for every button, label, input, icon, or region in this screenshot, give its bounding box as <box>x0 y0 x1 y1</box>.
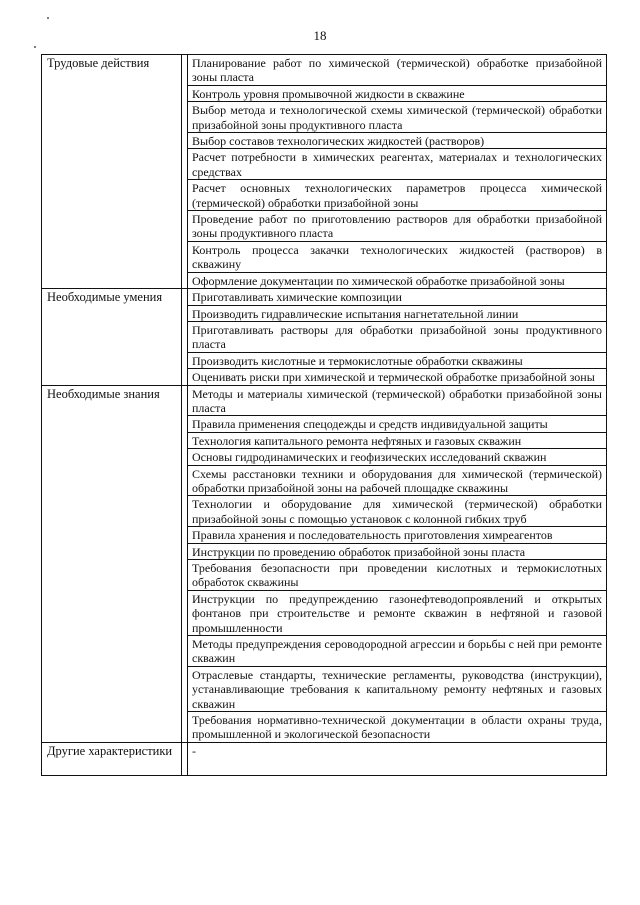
section-labor-actions <box>42 55 606 289</box>
table-cell: Контроль уровня промывочной жидкости в скважине <box>187 86 606 102</box>
table-cell: Расчет потребности в химических реагентах, материалах и технологических средствах <box>187 149 606 180</box>
table-cell: Оценивать риски при химической и термической обработке призабойной зоны <box>187 369 606 384</box>
section-label: Трудовые действия <box>42 55 182 288</box>
table-cell: Основы гидродинамических и геофизических исследований скважин <box>187 449 606 465</box>
section-required-knowledge <box>42 386 606 743</box>
table-cell: Приготавливать химические композиции <box>187 289 606 305</box>
table-cell: Проведение работ по приготовлению растворов для обработки призабойной зоны продуктивного пласта <box>187 211 606 242</box>
table-cell: Выбор составов технологических жидкостей (растворов) <box>187 133 606 149</box>
table-cell: Требования безопасности при проведении кислотных и термокислотных обработок скважины <box>187 560 606 591</box>
section-required-skills <box>42 289 606 385</box>
table-cell: Технологии и оборудование для химической (термической) обработки призабойной зоны с помощью установок с колонной гибких труб <box>187 496 606 527</box>
table-cell: Производить гидравлические испытания нагнетательной линии <box>187 306 606 322</box>
table-cell: Оформление документации по химической обработке призабойной зоны <box>187 273 606 288</box>
requirements-table <box>41 54 607 776</box>
scan-speck <box>47 17 49 19</box>
table-cell: Инструкции по проведению обработок призабойной зоны пласта <box>187 544 606 560</box>
section-label: Необходимые знания <box>42 386 182 742</box>
table-cell: Правила применения спецодежды и средств индивидуальной защиты <box>187 416 606 432</box>
section-items <box>182 289 606 384</box>
table-cell: Инструкции по предупреждению газонефтеводопроявлений и открытых фонтанов при строительстве и ремонте скважин в нефтяной и газовой промышленности <box>187 591 606 636</box>
table-cell: Методы предупреждения сероводородной агрессии и борьбы с ней при ремонте скважин <box>187 636 606 667</box>
section-items <box>182 743 606 775</box>
table-cell: Планирование работ по химической (термической) обработке призабойной зоны пласта <box>187 55 606 86</box>
section-items <box>182 55 606 288</box>
scan-speck <box>34 46 36 48</box>
table-cell: Технология капитального ремонта нефтяных и газовых скважин <box>187 433 606 449</box>
table-cell: Производить кислотные и термокислотные обработки скважины <box>187 353 606 369</box>
table-cell: Методы и материалы химической (термической) обработки призабойной зоны пласта <box>187 386 606 417</box>
table-cell: Отраслевые стандарты, технические регламенты, руководства (инструкции), устанавливающие требования к капитальному ремонту нефтяных и газовых скважин <box>187 667 606 712</box>
table-cell: Расчет основных технологических параметров процесса химической (термической) обработки призабойной зоны <box>187 180 606 211</box>
table-cell: Правила хранения и последовательность приготовления химреагентов <box>187 527 606 543</box>
table-cell: Требования нормативно-технической документации в области охраны труда, промышленной и экологической безопасности <box>187 712 606 742</box>
table-cell: - <box>187 743 606 775</box>
section-label: Другие характеристики <box>42 743 182 775</box>
section-label: Необходимые умения <box>42 289 182 384</box>
section-items <box>182 386 606 742</box>
page-number: 18 <box>313 28 327 43</box>
section-other-characteristics <box>42 743 606 775</box>
table-cell: Выбор метода и технологической схемы химической (термической) обработки призабойной зоны продуктивного пласта <box>187 102 606 133</box>
table-cell: Схемы расстановки техники и оборудования для химической (термической) обработки призабойной зоны на рабочей площадке скважины <box>187 466 606 497</box>
table-cell: Контроль процесса закачки технологических жидкостей (растворов) в скважину <box>187 242 606 273</box>
table-cell: Приготавливать растворы для обработки призабойной зоны продуктивного пласта <box>187 322 606 353</box>
